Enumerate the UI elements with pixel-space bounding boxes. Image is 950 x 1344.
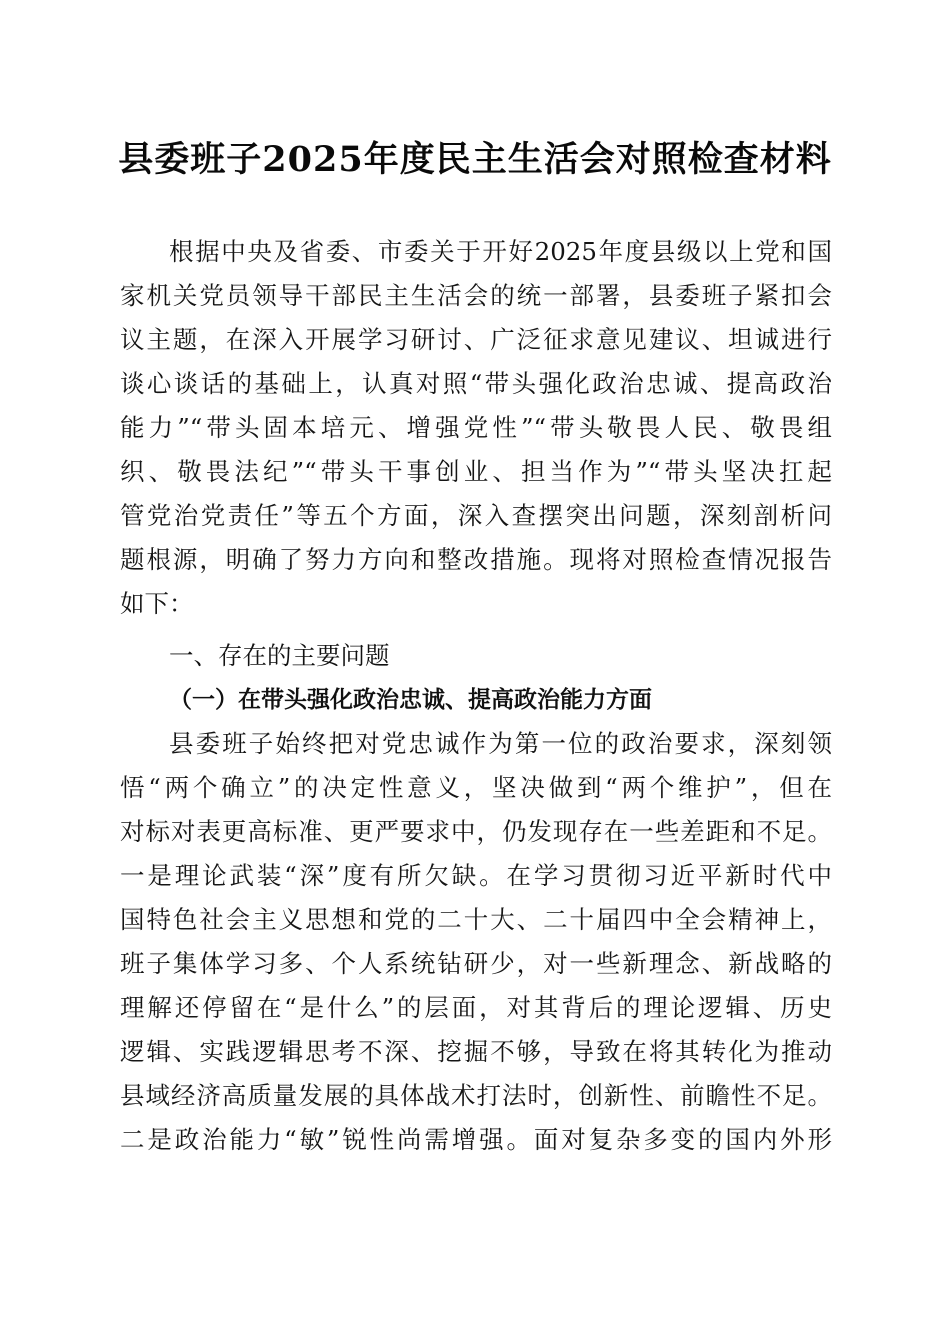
- paragraph-line: 织、敬畏法纪”“带头干事创业、担当作为”“带头坚决扛起: [120, 457, 832, 486]
- paragraph-line: 一是理论武装“深”度有所欠缺。在学习贯彻习近平新时代中: [120, 861, 832, 890]
- paragraph-line: 班子集体学习多、个人系统钻研少，对一些新理念、新战略的: [120, 949, 832, 978]
- paragraph-line: 县域经济高质量发展的具体战术打法时，创新性、前瞻性不足。: [120, 1081, 832, 1110]
- paragraph-line: 县委班子始终把对党忠诚作为第一位的政治要求，深刻领: [169, 729, 832, 758]
- document-title: 县委班子2025年度民主生活会对照检查材料: [118, 139, 832, 180]
- paragraph-line: 能力”“带头固本培元、增强党性”“带头敬畏人民、敬畏组: [120, 413, 832, 442]
- paragraph-line: 二是政治能力“敏”锐性尚需增强。面对复杂多变的国内外形: [120, 1125, 832, 1154]
- paragraph-line: 对标对表更高标准、更严要求中，仍发现存在一些差距和不足。: [120, 817, 832, 846]
- paragraph-line: 理解还停留在“是什么”的层面，对其背后的理论逻辑、历史: [120, 993, 832, 1022]
- paragraph-line: 题根源，明确了努力方向和整改措施。现将对照检查情况报告: [120, 545, 832, 574]
- paragraph-line: 逻辑、实践逻辑思考不深、挖掘不够，导致在将其转化为推动: [120, 1037, 832, 1066]
- paragraph-line: 谈心谈话的基础上，认真对照“带头强化政治忠诚、提高政治: [120, 369, 832, 398]
- section-heading: 一、存在的主要问题: [169, 641, 390, 670]
- paragraph-line: 悟“两个确立”的决定性意义，坚决做到“两个维护”，但在: [120, 773, 832, 802]
- paragraph-line: 议主题，在深入开展学习研讨、广泛征求意见建议、坦诚进行: [120, 325, 832, 354]
- subsection-heading: （一）在带头强化政治忠诚、提高政治能力方面: [169, 686, 652, 713]
- paragraph-line: 国特色社会主义思想和党的二十大、二十届四中全会精神上，: [120, 905, 832, 934]
- paragraph-line: 管党治党责任”等五个方面，深入查摆突出问题，深刻剖析问: [120, 501, 832, 530]
- paragraph-line: 家机关党员领导干部民主生活会的统一部署，县委班子紧扣会: [120, 281, 832, 310]
- paragraph-line: 如下：: [120, 589, 194, 618]
- paragraph-line: 根据中央及省委、市委关于开好2025年度县级以上党和国: [169, 237, 832, 266]
